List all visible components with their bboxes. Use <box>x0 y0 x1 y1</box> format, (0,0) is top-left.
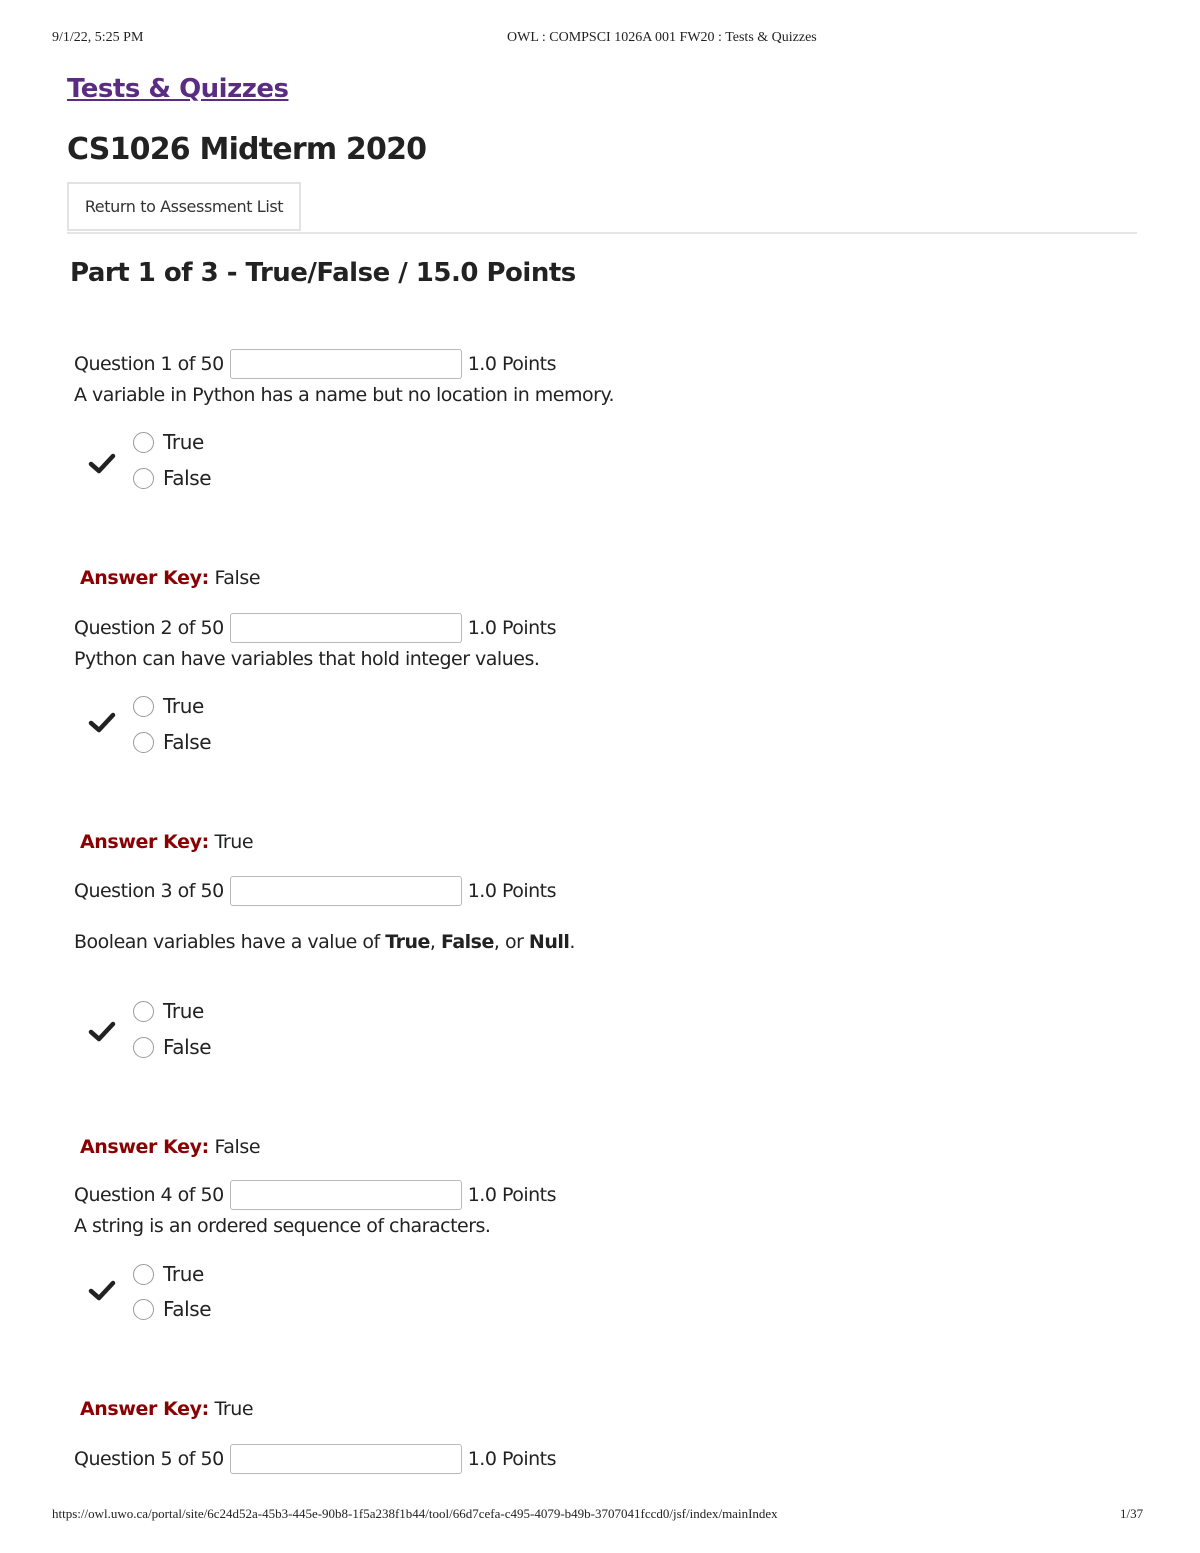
answer-key-label: Answer Key: <box>80 1136 209 1158</box>
checkmark-icon <box>88 1277 116 1305</box>
option-true[interactable] <box>133 1262 204 1286</box>
answer-key <box>80 1136 260 1158</box>
answer-key <box>80 831 253 853</box>
text-part-bold: False <box>440 931 494 953</box>
question-header <box>74 1442 556 1476</box>
text-part: . <box>569 931 575 953</box>
score-input[interactable] <box>230 613 462 643</box>
answer-key-label: Answer Key: <box>80 831 209 853</box>
quiz-title: CS1026 Midterm 2020 <box>67 132 427 167</box>
option-label: False <box>163 466 212 490</box>
question-text: A variable in Python has a name but no location in memory. <box>74 384 615 406</box>
option-label: False <box>163 730 212 754</box>
text-part-bold: True <box>385 931 430 953</box>
part-title: Part 1 of 3 - True/False / 15.0 Points <box>70 258 576 288</box>
question-text: Python can have variables that hold integer values. <box>74 648 540 670</box>
divider <box>67 232 1137 234</box>
option-true[interactable] <box>133 999 204 1023</box>
radio-button[interactable] <box>133 1037 154 1058</box>
score-input[interactable] <box>230 876 462 906</box>
answer-key-value: True <box>214 1398 254 1420</box>
score-input[interactable] <box>230 1180 462 1210</box>
checkmark-icon <box>88 709 116 737</box>
text-part: , <box>429 931 441 953</box>
question-points: 1.0 Points <box>467 1448 557 1470</box>
question-label: Question 5 of 50 <box>74 1448 224 1470</box>
option-false[interactable] <box>133 730 211 754</box>
radio-button[interactable] <box>133 1299 154 1320</box>
question-text <box>74 931 575 953</box>
answer-key-value: False <box>214 567 261 589</box>
option-false[interactable] <box>133 466 211 490</box>
answer-key <box>80 567 260 589</box>
question-points: 1.0 Points <box>467 1184 557 1206</box>
answer-key-label: Answer Key: <box>80 1398 209 1420</box>
option-label: True <box>163 694 204 718</box>
radio-button[interactable] <box>133 1001 154 1022</box>
answer-key-value: False <box>214 1136 261 1158</box>
option-label: False <box>163 1035 212 1059</box>
question-header <box>74 874 556 908</box>
question-label: Question 4 of 50 <box>74 1184 224 1206</box>
checkmark-icon <box>88 1018 116 1046</box>
radio-button[interactable] <box>133 1264 154 1285</box>
question-points: 1.0 Points <box>467 880 557 902</box>
option-true[interactable] <box>133 430 204 454</box>
return-to-assessment-list-button[interactable]: Return to Assessment List <box>67 182 301 231</box>
tests-quizzes-link[interactable]: Tests & Quizzes <box>67 74 289 104</box>
checkmark-icon <box>88 450 116 478</box>
print-datetime: 9/1/22, 5:25 PM <box>52 30 144 45</box>
answer-key <box>80 1398 253 1420</box>
option-label: True <box>163 999 204 1023</box>
radio-button[interactable] <box>133 696 154 717</box>
text-part-bold: Null <box>528 931 570 953</box>
question-points: 1.0 Points <box>467 617 557 639</box>
print-page-title: OWL : COMPSCI 1026A 001 FW20 : Tests & Quizzes <box>507 30 817 45</box>
option-false[interactable] <box>133 1297 211 1321</box>
print-page-number: 1/37 <box>1120 1506 1144 1521</box>
question-header <box>74 347 556 381</box>
option-false[interactable] <box>133 1035 211 1059</box>
score-input[interactable] <box>230 1444 462 1474</box>
option-label: True <box>163 430 204 454</box>
radio-button[interactable] <box>133 432 154 453</box>
score-input[interactable] <box>230 349 462 379</box>
text-part: , or <box>493 931 529 953</box>
question-header <box>74 1178 556 1212</box>
option-true[interactable] <box>133 694 204 718</box>
option-label: True <box>163 1262 204 1286</box>
question-label: Question 2 of 50 <box>74 617 224 639</box>
radio-button[interactable] <box>133 468 154 489</box>
text-part: Boolean variables have a value of <box>74 931 386 953</box>
radio-button[interactable] <box>133 732 154 753</box>
answer-key-label: Answer Key: <box>80 567 209 589</box>
option-label: False <box>163 1297 212 1321</box>
answer-key-value: True <box>214 831 254 853</box>
question-header <box>74 611 556 645</box>
question-label: Question 3 of 50 <box>74 880 224 902</box>
question-points: 1.0 Points <box>467 353 557 375</box>
question-label: Question 1 of 50 <box>74 353 224 375</box>
print-url: https://owl.uwo.ca/portal/site/6c24d52a-45b3-445e-90b8-1f5a238f1b44/tool/66d7cefa-c495-4079-b49b-3707041fccd0/jsf/index/mainIndex <box>52 1506 778 1521</box>
question-text: A string is an ordered sequence of characters. <box>74 1215 491 1237</box>
